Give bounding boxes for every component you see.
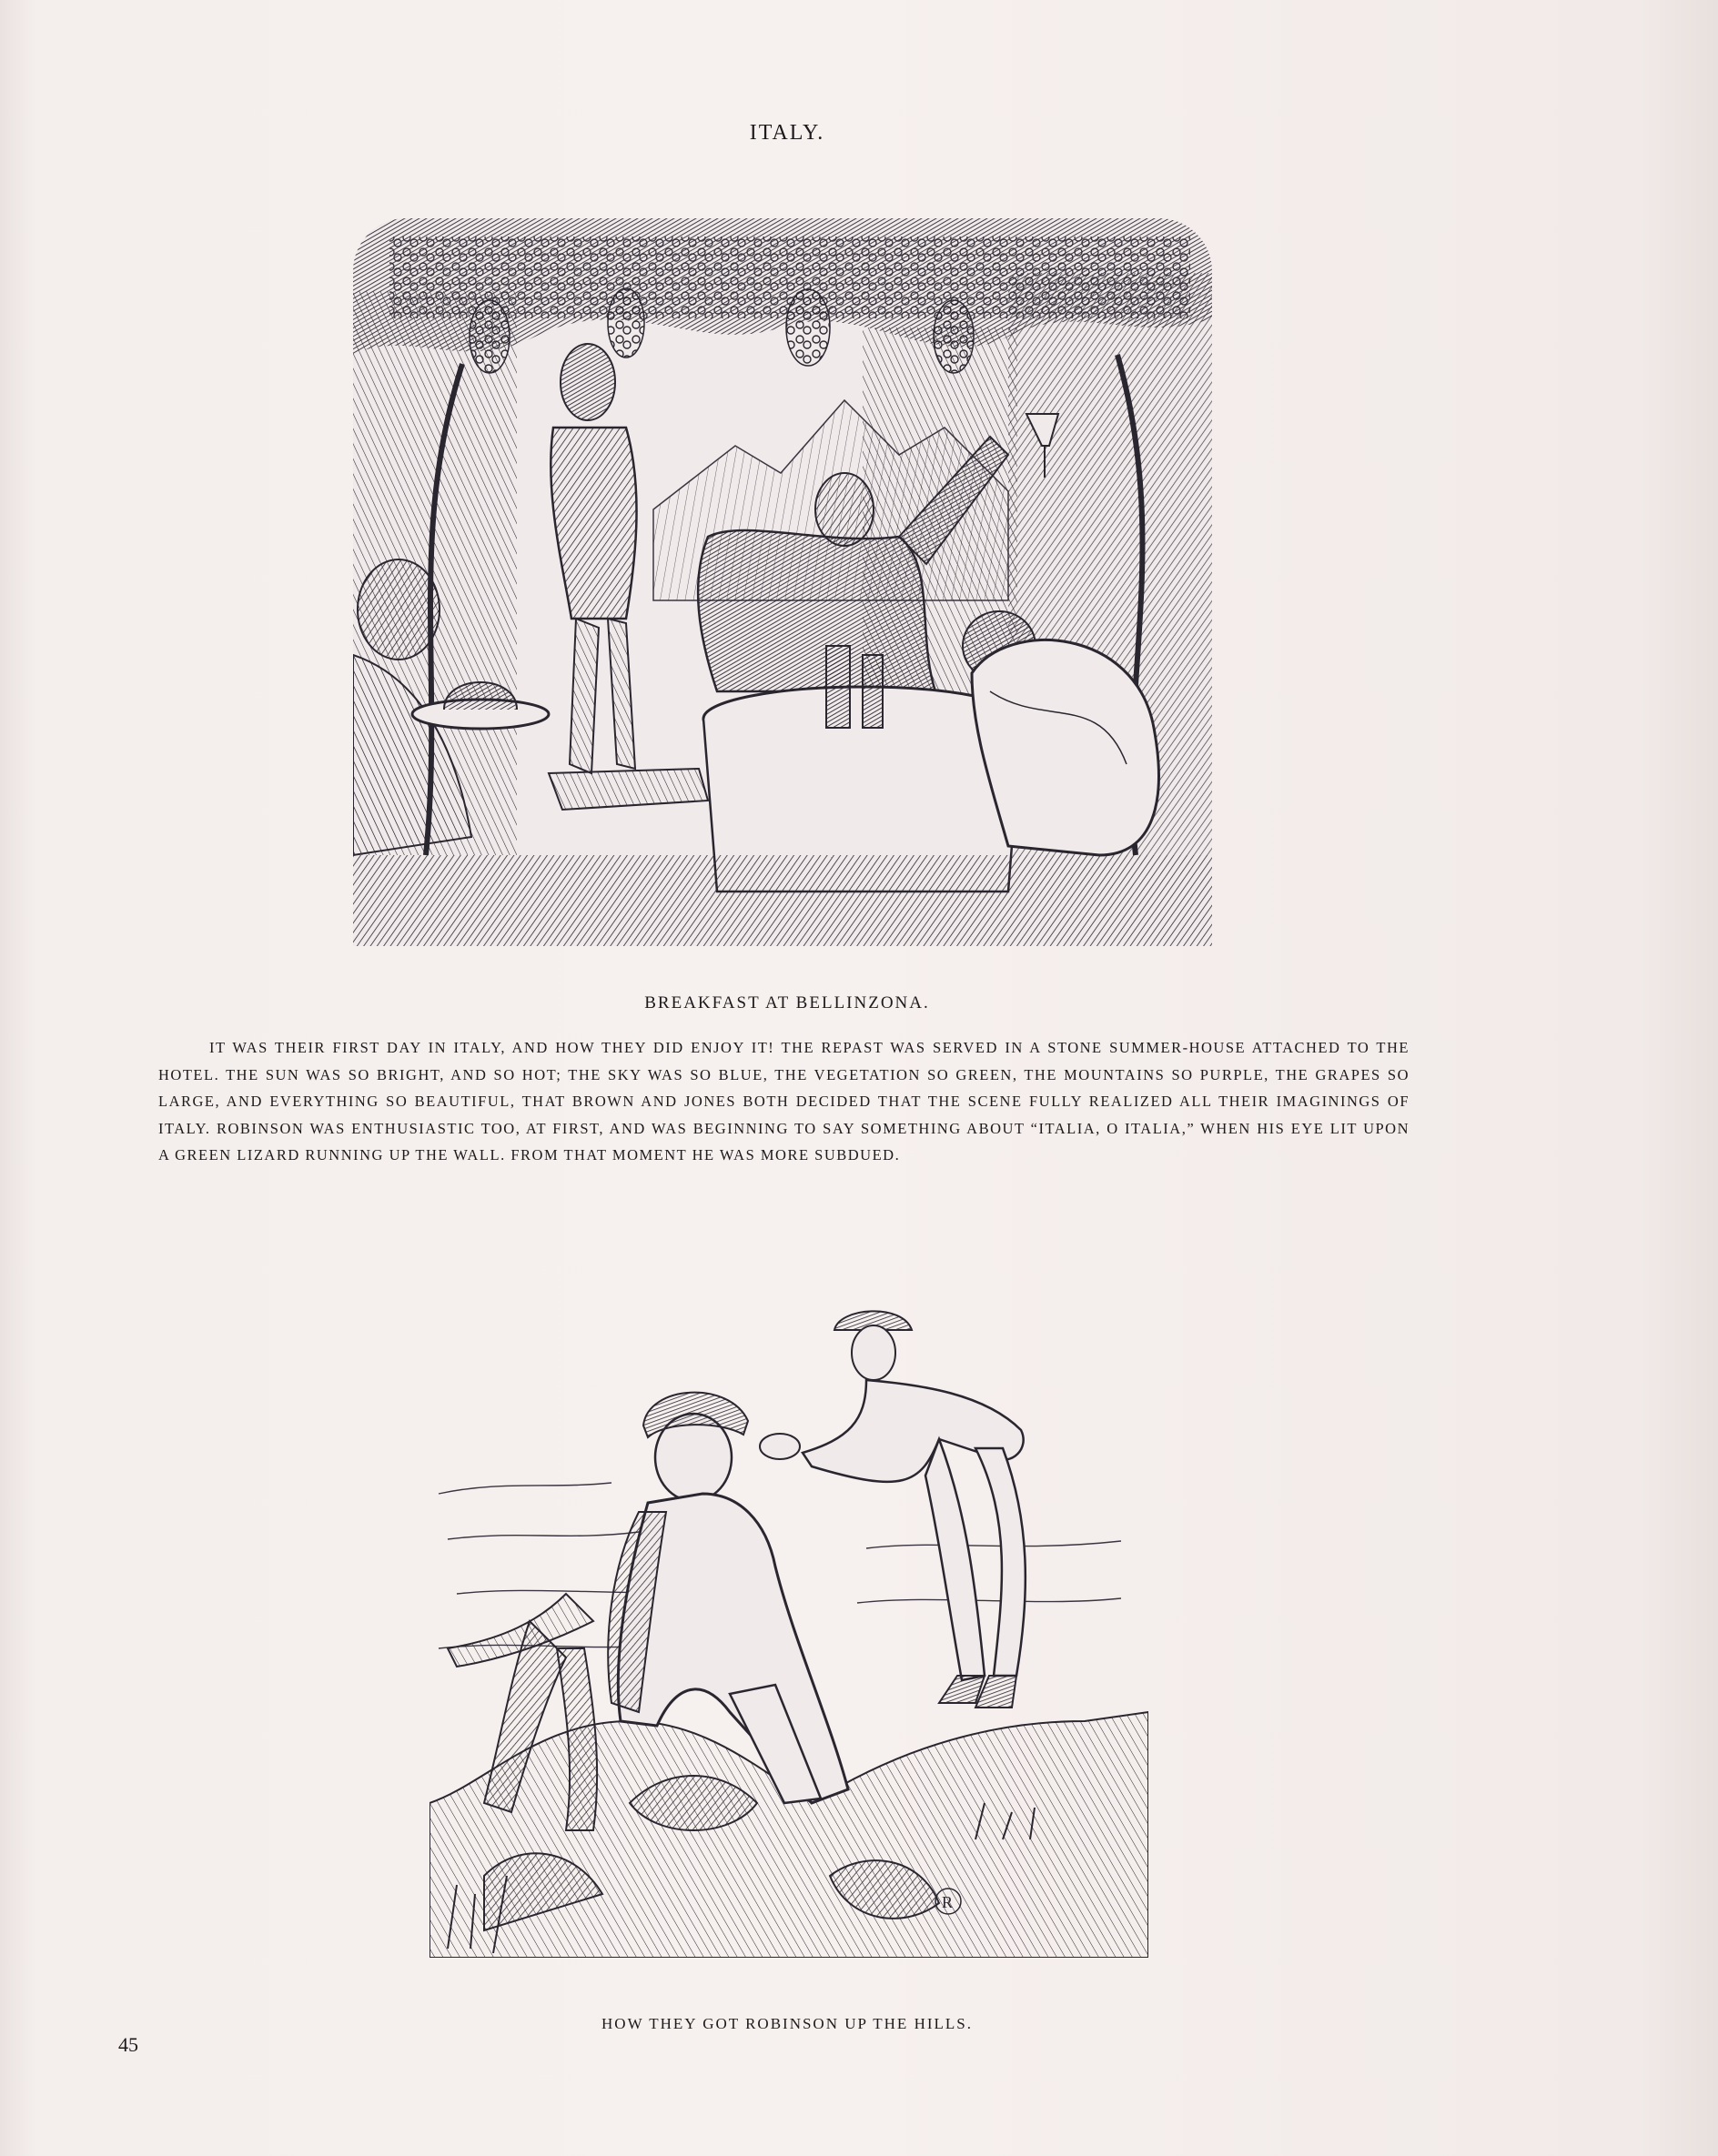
running-head: ITALY. bbox=[749, 121, 825, 145]
artist-monogram: R bbox=[942, 1893, 954, 1911]
illustration-caption-2: HOW THEY GOT ROBINSON UP THE HILLS. bbox=[601, 2015, 973, 2032]
illustration-caption-1: BREAKFAST AT BELLINZONA. bbox=[644, 993, 930, 1013]
illustration-breakfast-at-bellinzona bbox=[353, 218, 1212, 946]
illustration-robinson-up-the-hills bbox=[430, 1294, 1148, 1958]
engraving-diners-under-vine-arbor-icon bbox=[353, 218, 1212, 946]
body-paragraph: IT WAS THEIR FIRST DAY IN ITALY, AND HOW THEY DID ENJOY IT! THE REPAST WAS SERVED IN A STONE SUMMER-HOUSE ATTACHED TO THE HOTEL. THE SUN WAS SO BRIGHT, AND SO HOT; THE SKY WAS SO BLUE, THE VEGETATION SO GREEN, THE MOUNTAINS SO PURPLE, THE GRAPES SO LARGE, AND EVERYTHING SO BEAUTIFUL, THAT BROWN AND JONES BOTH DECIDED THAT THE SCENE FULLY REALIZED ALL THEIR IMAGININGS OF ITALY. ROBINSON WAS ENTHUSIASTIC TOO, AT FIRST, AND WAS BEGINNING TO SAY SOMETHING ABOUT “ITALIA, O ITALIA,” WHEN HIS EYE LIT UPON A GREEN LIZARD RUNNING UP THE WALL. FROM THAT MOMENT HE WAS MORE SUBDUED. bbox=[158, 1039, 1410, 1164]
engraving-men-climbing-hill-icon bbox=[430, 1294, 1148, 1958]
page-number: 45 bbox=[118, 2033, 138, 2056]
